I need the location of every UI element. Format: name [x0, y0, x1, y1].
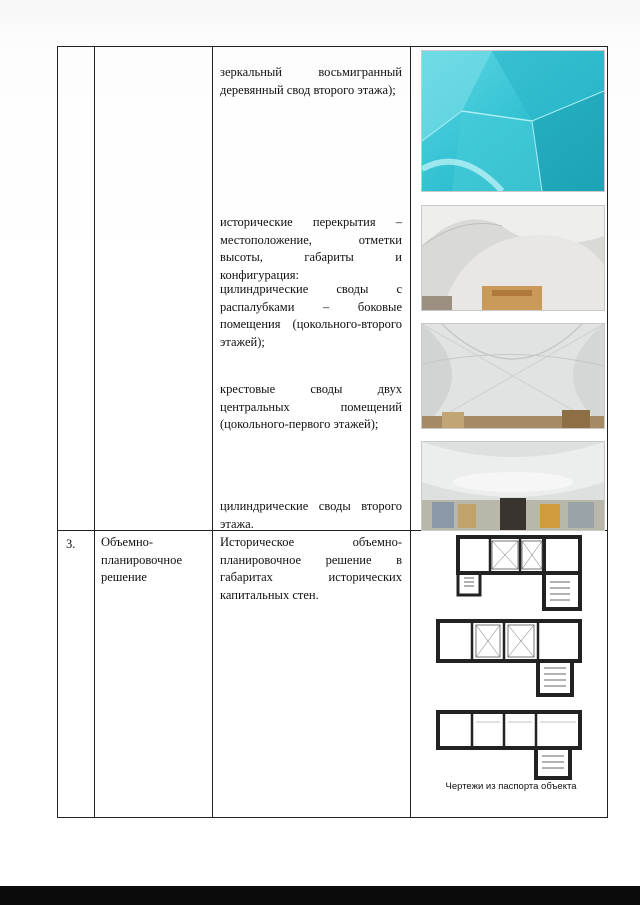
vault-description-cylindrical: цилиндрические своды второго этажа. [220, 499, 402, 531]
drawings-caption: Чертежи из паспорта объекта [445, 781, 577, 792]
historical-floors-heading: исторические перекрытия – местоположение, отметки высоты, габариты и конфигурация: [220, 215, 402, 282]
table-rule [94, 46, 95, 818]
vault-description-side-rooms: цилиндрические своды с распалубками – боковые помещения (цокольного-второго этажей); [220, 282, 402, 349]
floor-plan-second [438, 712, 580, 778]
layout-description: Историческое объемно-планировочное решение в габаритах исторических капитальных стен. [220, 535, 402, 602]
table-rule [212, 46, 213, 818]
floor-plan-drawings [420, 532, 600, 797]
vault-description-octagonal: зеркальный восьмигранный деревянный свод второго этажа); [220, 65, 402, 97]
second-floor-vault-photo [421, 441, 605, 531]
side-room-vault-photo [421, 205, 605, 311]
cross-vault-photo [421, 323, 605, 429]
table-rule [57, 46, 58, 818]
scan-border [0, 886, 640, 905]
floor-plan-basement [458, 537, 580, 609]
table-rule [410, 46, 411, 818]
table-rule [57, 817, 608, 818]
table-rule [607, 46, 608, 818]
row-title: Объемно-планировочное решение [101, 535, 183, 584]
table-rule [57, 46, 608, 47]
vault-description-cross: крестовые своды двух центральных помещений (цокольного-первого этажей); [220, 382, 402, 431]
floor-plan-first [438, 621, 580, 695]
row-number: 3. [66, 537, 76, 551]
octagonal-vault-photo [421, 50, 605, 192]
